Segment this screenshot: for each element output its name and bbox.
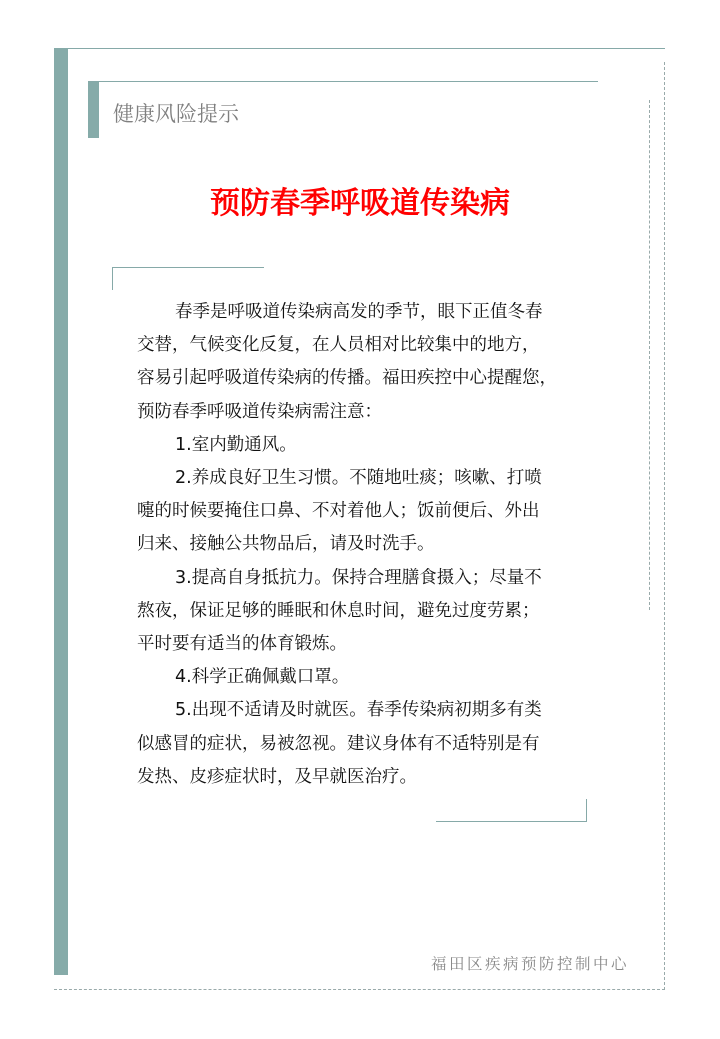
body-line: 容易引起呼吸道传染病的传播。福田疾控中心提醒您， xyxy=(137,368,557,389)
body-line: 3.提高自身抵抗力。保持合理膳食摄入；尽量不 xyxy=(175,567,542,588)
body-line: 1.室内勤通风。 xyxy=(175,434,297,455)
bracket-bottom-right xyxy=(436,799,587,822)
body-line: 熬夜，保证足够的睡眠和休息时间，避免过度劳累； xyxy=(137,600,540,621)
body-line: 2.养成良好卫生习惯。不随地吐痰；咳嗽、打喷 xyxy=(175,468,542,489)
body-line: 预防春季呼吸道传染病需注意： xyxy=(137,401,382,422)
body-line: 春季是呼吸道传染病高发的季节，眼下正值冬春 xyxy=(175,302,543,322)
section-accent-bar xyxy=(88,81,99,138)
body-line: 4.科学正确佩戴口罩。 xyxy=(175,667,350,688)
body-line: 5.出现不适请及时就医。春季传染病初期多有类 xyxy=(175,700,542,721)
body-line: 归来、接触公共物品后，请及时洗手。 xyxy=(137,534,435,555)
body-line: 交替，气候变化反复，在人员相对比较集中的地方， xyxy=(137,335,540,356)
body-line: 平时要有适当的体育锻炼。 xyxy=(137,634,347,655)
bracket-top-left xyxy=(112,267,264,290)
footer-organization: 福田区疾病预防控制中心 xyxy=(431,955,630,973)
bottom-dashed-border xyxy=(54,989,665,990)
top-border xyxy=(54,48,665,49)
article-body xyxy=(137,296,557,794)
page-title: 预防春季呼吸道传染病 xyxy=(210,186,510,221)
body-line: 嚏的时候要掩住口鼻、不对着他人；饭前便后、外出 xyxy=(137,501,540,522)
section-label: 健康风险提示 xyxy=(113,102,239,126)
body-line: 似感冒的症状，易被忽视。建议身体有不适特别是有 xyxy=(137,733,540,754)
body-line: 发热、皮疹症状时，及早就医治疗。 xyxy=(137,766,417,787)
section-top-line xyxy=(88,81,598,82)
inner-dashed-line xyxy=(649,100,650,610)
